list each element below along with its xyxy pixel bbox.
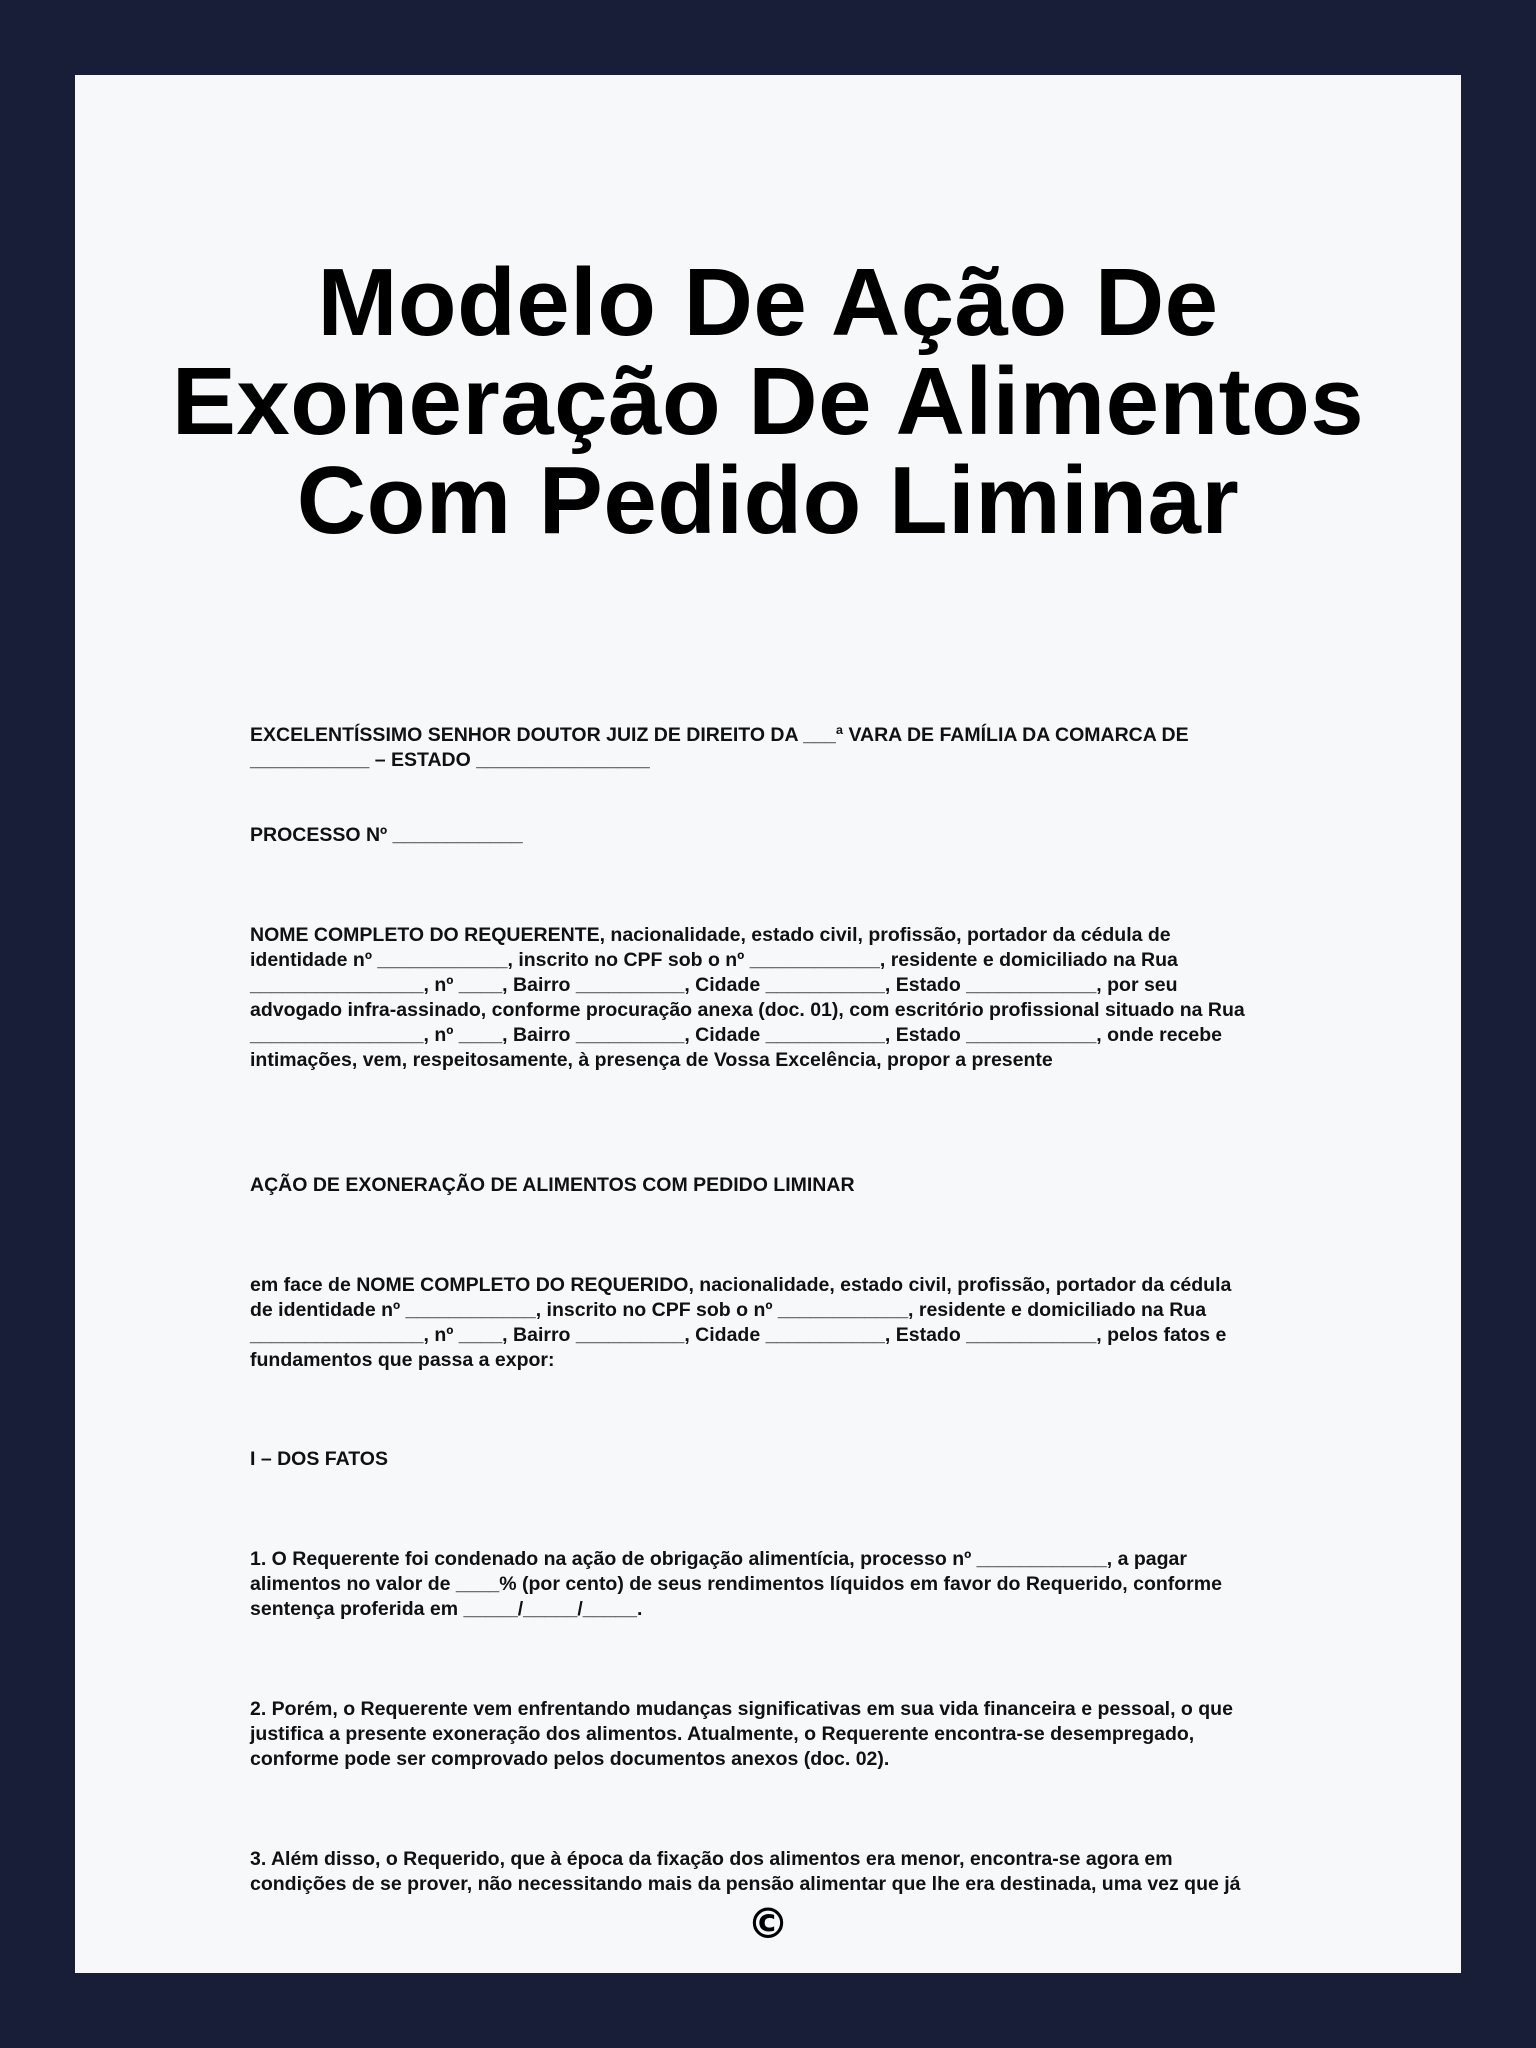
plaintiff-qualification-paragraph: NOME COMPLETO DO REQUERENTE, nacionalidade, estado civil, profissão, portador da cédula de identidade nº ____________, inscrito no CPF sob o nº ____________, residente e domiciliado na Rua ________________, nº ____, Bairro __________, Cidade ___________, Estado ____________, por seu advogado infra-assinado, conforme procuração anexa (doc. 01), com escritório profissional situado na Rua ________________, nº ____, Bairro __________, Cidade ___________, Estado ____________, onde recebe intimações, vem, respeitosamente, à presença de Vossa Excelência, propor a presente [250, 924, 1245, 1071]
fact-paragraph-1: 1. O Requerente foi condenado na ação de obrigação alimentícia, processo nº ____________, a pagar alimentos no valor de ____% (por cento) de seus rendimentos líquidos em favor do Requerido, conforme sentença proferida em _____/_____/_____. [250, 1548, 1222, 1620]
fact-paragraph-2: 2. Porém, o Requerente vem enfrentando mudanças significativas em sua vida financeira e pessoal, o que justifica a presente exoneração dos alimentos. Atualmente, o Requerente encontra-se desempregado, conforme pode ser comprovado pelos documentos anexos (doc. 02). [250, 1698, 1233, 1770]
document-title [75, 249, 1461, 554]
defendant-qualification-paragraph: em face de NOME COMPLETO DO REQUERIDO, nacionalidade, estado civil, profissão, portador da cédula de identidade nº ____________, inscrito no CPF sob o nº ____________, residente e domiciliado na Rua ________________, nº ____, Bairro __________, Cidade ___________, Estado ____________, pelos fatos e fundamentos que passa a expor: [250, 1274, 1232, 1371]
section-heading: I – DOS FATOS [250, 1448, 388, 1470]
action-title-paragraph: AÇÃO DE EXONERAÇÃO DE ALIMENTOS COM PEDIDO LIMINAR [250, 1174, 855, 1196]
process-number-paragraph: PROCESSO Nº ____________ [250, 824, 523, 846]
title-line: Exoneração De Alimentos [171, 348, 1365, 455]
addressee-paragraph: EXCELENTÍSSIMO SENHOR DOUTOR JUIZ DE DIREITO DA ___ª VARA DE FAMÍLIA DA COMARCA DE ___________ – ESTADO ________________ [250, 724, 1189, 771]
copyright-icon: © [747, 1899, 789, 1948]
document-page [75, 75, 1461, 1973]
title-line: Com Pedido Liminar [296, 447, 1240, 554]
fact-paragraph-3: 3. Além disso, o Requerido, que à época da fixação dos alimentos era menor, encontra-se agora em condições de se prover, não necessitando mais da pensão alimentar que lhe era destinada, uma vez que já [250, 1848, 1241, 1895]
title-line: Modelo De Ação De [317, 249, 1219, 356]
